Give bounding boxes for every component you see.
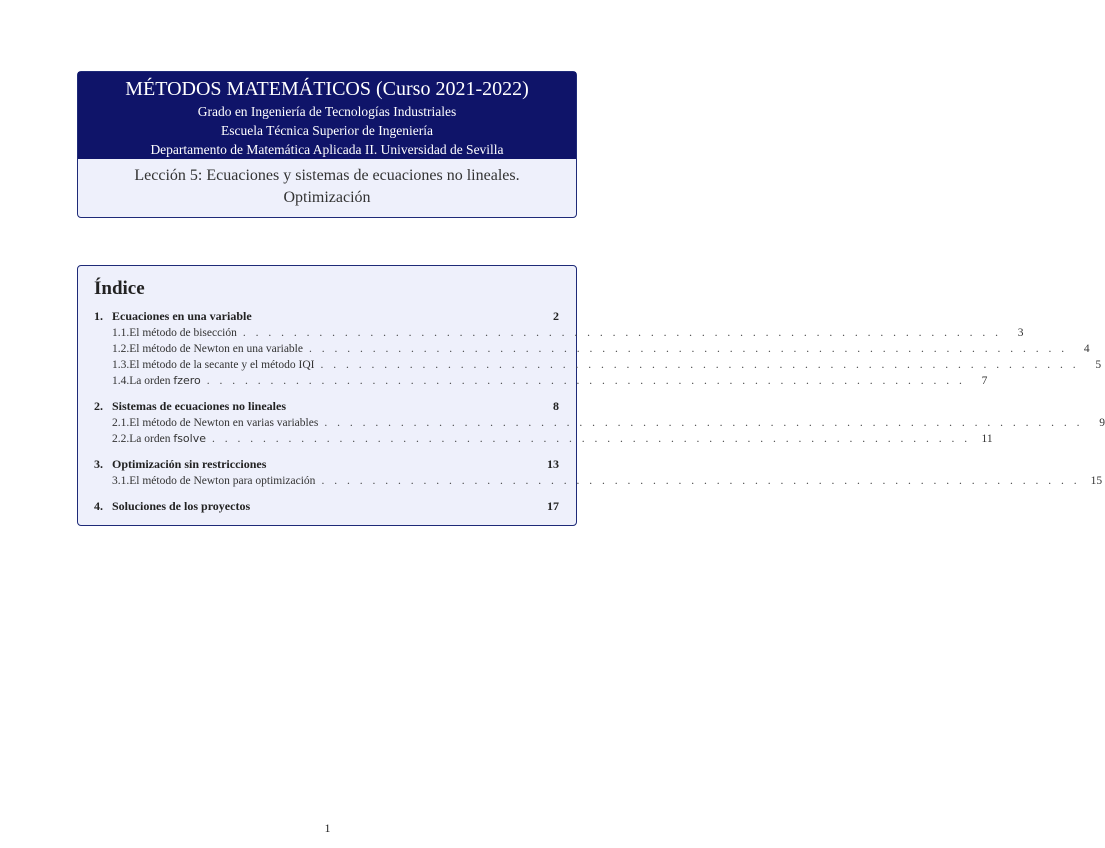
subsection-page: 4	[1083, 343, 1090, 355]
section-title: Optimización sin restricciones	[112, 457, 267, 471]
toc-subsection-entry[interactable]	[94, 415, 1105, 431]
subsection-title: El método de Newton en varias variables	[129, 417, 319, 429]
dot-leader: . . . . . . . . . . . . . . . . . . . . . . . . . . . . . . . . . . . . . . . . . . . . . . . . . . . . . . . . . . . .	[212, 433, 971, 445]
section-number: 4.	[94, 499, 103, 513]
course-title: MÉTODOS MATEMÁTICOS (Curso 2021-2022)	[125, 78, 529, 100]
toc-section	[94, 308, 1102, 389]
subsection-page: 9	[1099, 417, 1105, 429]
toc-section-entry[interactable]	[94, 498, 559, 515]
dot-leader: . . . . . . . . . . . . . . . . . . . . . . . . . . . . . . . . . . . . . . . . . . . . . . . . . . . . . . . . . . . .	[242, 327, 1002, 339]
title-box	[77, 71, 577, 218]
school-line: Escuela Técnica Superior de Ingeniería	[221, 123, 433, 138]
subsection-page: 11	[981, 433, 993, 445]
page-number: 1	[324, 821, 331, 835]
dot-leader: . . . . . . . . . . . . . . . . . . . . . . . . . . . . . . . . . . . . . . . . . . . . . . . . . . . . . . . . . . . .	[324, 417, 1083, 429]
toc-subsection-entry[interactable]	[94, 357, 1102, 373]
toc-subsection-entry[interactable]	[94, 431, 993, 447]
toc-section	[94, 498, 559, 515]
title-banner	[78, 72, 576, 159]
toc-subsection-entry[interactable]	[94, 341, 1090, 357]
subsection-number: 1.2.	[112, 343, 130, 355]
dot-leader: . . . . . . . . . . . . . . . . . . . . . . . . . . . . . . . . . . . . . . . . . . . . . . . . . . . . . . . . . . . .	[206, 375, 966, 387]
subsection-number: 1.1.	[112, 327, 130, 339]
subsection-number: 1.4.	[112, 375, 130, 387]
section-title: Soluciones de los proyectos	[112, 499, 251, 513]
subsection-title: La orden fsolve	[129, 432, 206, 445]
lesson-line-2: Optimización	[283, 189, 371, 206]
section-title: Sistemas de ecuaciones no lineales	[112, 399, 286, 413]
toc-heading: Índice	[94, 278, 145, 299]
toc-section	[94, 456, 1103, 489]
toc-subsection-entry[interactable]	[94, 473, 1103, 489]
lesson-line-1: Lección 5: Ecuaciones y sistemas de ecuaciones no lineales.	[134, 167, 520, 184]
toc-subsection-entry[interactable]	[94, 325, 1024, 341]
subsection-title: El método de Newton en una variable	[129, 343, 303, 355]
subsection-number: 1.3.	[112, 359, 130, 371]
section-title: Ecuaciones en una variable	[112, 309, 252, 323]
section-page: 13	[547, 457, 559, 471]
toc-section-entry[interactable]	[94, 456, 559, 473]
section-number: 1.	[94, 309, 103, 323]
department-line: Departamento de Matemática Aplicada II. Universidad de Sevilla	[150, 142, 504, 157]
subsection-number: 2.1.	[112, 417, 130, 429]
section-number: 3.	[94, 457, 103, 471]
section-page: 8	[553, 399, 559, 413]
subsection-number: 2.2.	[112, 433, 130, 445]
toc-section-entry[interactable]	[94, 308, 559, 325]
section-page: 17	[547, 499, 559, 513]
section-page: 2	[553, 309, 559, 323]
subsection-title: La orden fzero	[129, 374, 201, 387]
subsection-title: El método de bisección	[129, 327, 237, 339]
toc-list	[94, 308, 1105, 515]
subsection-title: El método de Newton para optimización	[129, 475, 316, 487]
subsection-page: 3	[1017, 327, 1024, 339]
degree-line: Grado en Ingeniería de Tecnologías Industriales	[197, 104, 457, 119]
dot-leader: . . . . . . . . . . . . . . . . . . . . . . . . . . . . . . . . . . . . . . . . . . . . . . . . . . . . . . . . . . . .	[308, 343, 1068, 355]
code-command: fzero	[173, 374, 201, 387]
subsection-page: 7	[981, 375, 988, 387]
lesson-title	[78, 159, 576, 209]
toc-section-entry[interactable]	[94, 398, 559, 415]
toc-section	[94, 398, 1105, 447]
subsection-page: 15	[1090, 475, 1103, 487]
code-command: fsolve	[173, 432, 206, 445]
subsection-page: 5	[1095, 359, 1102, 371]
dot-leader: . . . . . . . . . . . . . . . . . . . . . . . . . . . . . . . . . . . . . . . . . . . . . . . . . . . . . . . . . . . .	[320, 359, 1080, 371]
subsection-title: El método de la secante y el método IQI	[129, 359, 315, 371]
dot-leader: . . . . . . . . . . . . . . . . . . . . . . . . . . . . . . . . . . . . . . . . . . . . . . . . . . . . . . . . . . . .	[321, 475, 1081, 487]
section-number: 2.	[94, 399, 103, 413]
toc-subsection-entry[interactable]	[94, 373, 988, 389]
subsection-number: 3.1.	[112, 475, 130, 487]
table-of-contents	[77, 265, 1105, 526]
